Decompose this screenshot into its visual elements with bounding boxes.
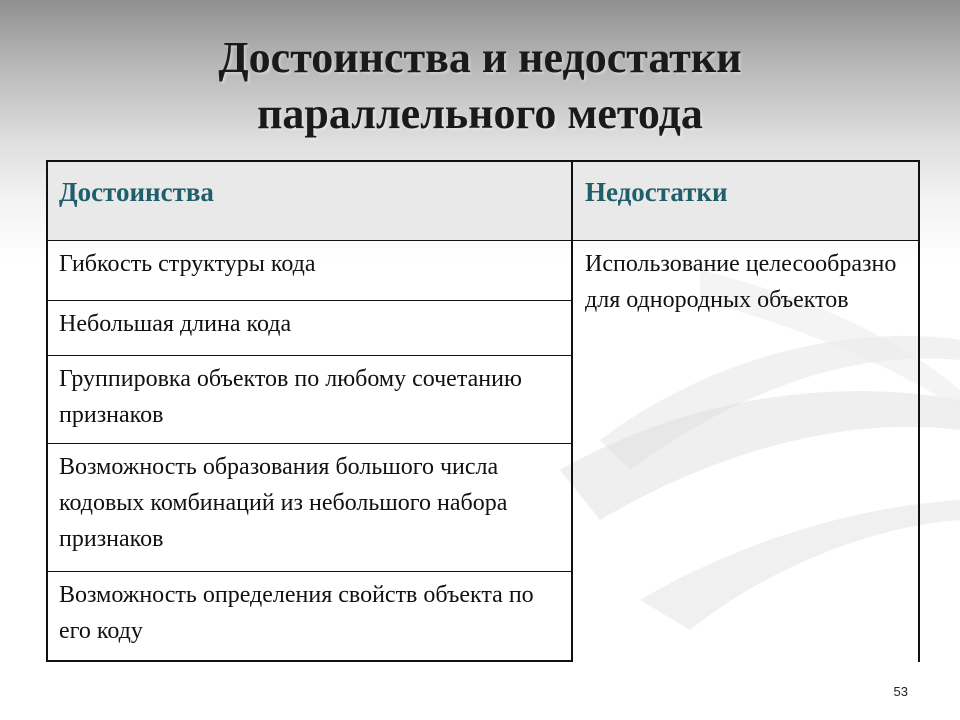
page-number: 53 [893,684,908,699]
advantage-cell-5: Возможность определения свойств объекта по его коду [59,582,534,644]
disadvantage-cell-1: Использование целесообразно для однородных объектов [585,251,897,313]
advantage-cell-4: Возможность образования большого числа кодовых комбинаций из небольшого набора признаков [59,454,508,552]
advantage-row-divider-4 [46,571,572,572]
advantage-cell-1: Гибкость структуры кода [59,251,316,277]
table-top-border [46,160,920,162]
slide-title [80,30,880,142]
advantages-header: Достоинства [46,160,572,240]
table-right-border [918,160,920,662]
column-divider [571,160,573,662]
disadvantages-header: Недостатки [572,160,920,240]
advantage-row-divider-3 [46,443,572,444]
title-line-1: Достоинства и недостатки [218,33,742,82]
advantage-cell-2: Небольшая длина кода [59,311,292,337]
advantages-bottom-border [46,660,573,662]
advantage-cell-3: Группировка объектов по любому сочетанию признаков [59,366,522,428]
table-left-border [46,160,48,662]
comparison-table [46,160,920,662]
header-row-divider [46,240,920,241]
title-line-2: параллельного метода [257,89,703,138]
advantage-row-divider-1 [46,300,572,301]
advantage-row-divider-2 [46,355,572,356]
